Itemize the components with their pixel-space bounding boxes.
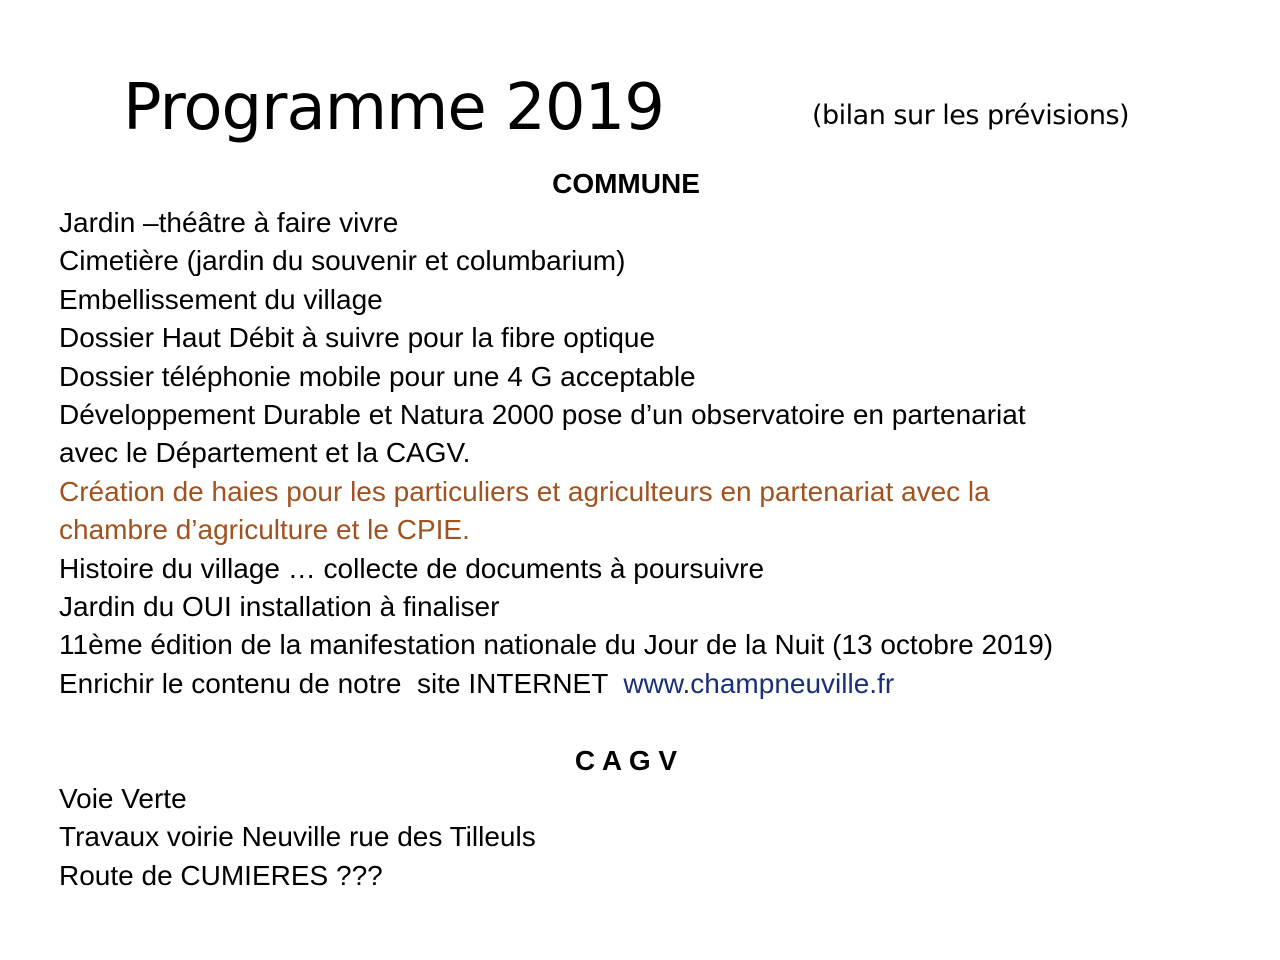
list-item: Dossier Haut Débit à suivre pour la fibre optique	[59, 322, 656, 354]
list-item: Jardin –théâtre à faire vivre	[59, 207, 399, 238]
list-item: Histoire du village … collecte de documents à poursuivre	[59, 552, 765, 584]
title-row	[0, 60, 1280, 160]
list-item: Travaux voirie Neuville rue des Tilleuls	[59, 821, 536, 853]
list-item: Embellissement du village	[59, 283, 383, 315]
internet-text: Enrichir le contenu de notre site INTERNET	[59, 667, 624, 699]
list-item-highlight: chambre d’agriculture et le CPIE.	[59, 514, 470, 546]
list-item-internet	[59, 665, 1259, 703]
list-item: Cimetière (jardin du souvenir et columbarium)	[59, 245, 626, 277]
list-item: Jardin du OUI installation à finaliser	[59, 591, 500, 623]
commune-list	[59, 204, 1259, 703]
list-item: Route de CUMIERES ???	[59, 859, 383, 891]
website-link[interactable]: www.champneuville.fr	[623, 667, 895, 699]
list-item: Voie Verte	[59, 783, 187, 814]
list-item: 11ème édition de la manifestation nationale du Jour de la Nuit (13 octobre 2019)	[59, 629, 1054, 661]
page-title: Programme 2019	[123, 71, 664, 145]
page-subtitle: (bilan sur les prévisions)	[812, 100, 1130, 131]
section-heading-commune: COMMUNE	[552, 168, 700, 199]
list-item-highlight: Création de haies pour les particuliers et agriculteurs en partenariat avec la	[59, 475, 990, 507]
cagv-list	[59, 780, 1259, 895]
list-item: Développement Durable et Natura 2000 pose d’un observatoire en partenariat	[59, 399, 1026, 431]
list-item: Dossier téléphonie mobile pour une 4 G acceptable	[59, 360, 696, 392]
list-item: avec le Département et la CAGV.	[59, 437, 471, 469]
section-heading-cagv: C A G V	[574, 745, 678, 776]
